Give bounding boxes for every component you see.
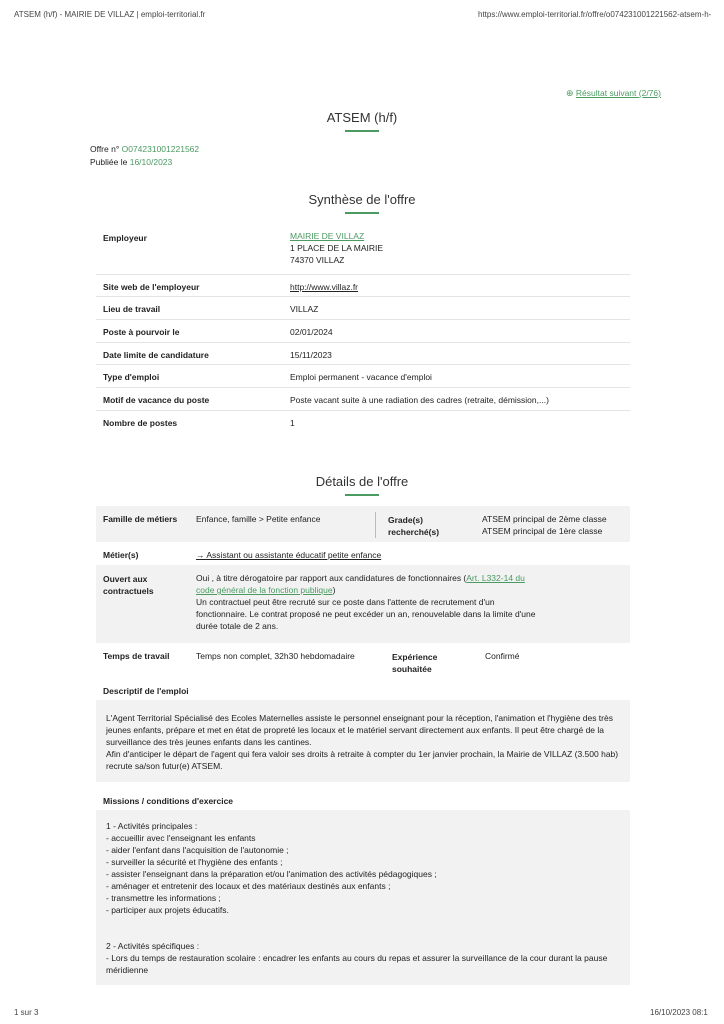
divider: [96, 319, 630, 320]
list-item: méridienne: [106, 965, 149, 975]
vacancy-reason-label: Motif de vacance du poste: [103, 395, 210, 405]
offer-number-line: [90, 144, 199, 154]
published-label: Publiée le: [90, 157, 128, 167]
ouvert-value: [196, 572, 556, 632]
ouvert-text: Oui , à titre dérogatoire par rapport aux candidatures de fonctionnaires (: [196, 573, 467, 583]
divider: [96, 364, 630, 365]
divider: [96, 342, 630, 343]
experience-label-line1: Expérience: [392, 652, 438, 662]
divider: [96, 387, 630, 388]
arrow-circle-icon: ⊕: [566, 88, 574, 98]
famille-value: Enfance, famille > Petite enfance: [196, 514, 321, 524]
divider: [96, 296, 630, 297]
ouvert-close: ): [332, 585, 336, 595]
grade-2: ATSEM principal de 1ère classe: [482, 526, 603, 536]
missions-label: Missions / conditions d'exercice: [103, 796, 234, 806]
divider: [96, 410, 630, 411]
ouvert-label: [103, 573, 154, 597]
grades-label-line2: recherché(s): [388, 527, 440, 537]
list-item: - participer aux projets éducatifs.: [106, 905, 229, 915]
employer-address1: 1 PLACE DE LA MAIRIE: [290, 243, 384, 253]
website-link[interactable]: http://www.villaz.fr: [290, 282, 359, 292]
list-item: - Lors du temps de restauration scolaire : encadrer les enfants au cours du repas et assurer la surveillance de la cour durant la pause: [106, 953, 608, 963]
page-title: ATSEM (h/f): [326, 110, 398, 125]
activites-specifiques-title: 2 - Activités spécifiques :: [106, 941, 200, 951]
details-heading: Détails de l'offre: [315, 474, 409, 489]
list-item: - assister l'enseignant dans la préparation et/ou l'animation des activités pédagogiques ;: [106, 869, 437, 879]
positions-value: 1: [290, 418, 295, 428]
grades-label: [388, 514, 439, 538]
metier-link[interactable]: → Assistant ou assistante éducatif petite enfance: [196, 550, 382, 560]
title-underline: [345, 130, 379, 132]
list-item: - aider l'enfant dans l'acquisition de l'autonomie ;: [106, 845, 289, 855]
list-item: - transmettre les informations ;: [106, 893, 221, 903]
vertical-separator: [375, 512, 376, 538]
vacancy-reason-value: Poste vacant suite à une radiation des cadres (retraite, démission,...): [290, 395, 549, 405]
experience-label-line2: souhaitée: [392, 664, 432, 674]
website-label: Site web de l'employeur: [103, 282, 200, 292]
descriptif-label: Descriptif de l'emploi: [103, 686, 189, 696]
experience-value: Confirmé: [485, 651, 520, 661]
descriptif-line: Afin d'anticiper le départ de l'agent qui fera valoir ses droits à retraite à compter du 1er janvier prochain, la Mairie de VILLAZ (3.500 hab): [106, 749, 619, 759]
descriptif-line: L'Agent Territorial Spécialisé des Ecoles Maternelles assiste le personnel enseignant pour la réception, l'animation et l'hygiène des très: [106, 713, 613, 723]
job-type-value: Emploi permanent - vacance d'emploi: [290, 372, 432, 382]
deadline-label: Date limite de candidature: [103, 350, 209, 360]
descriptif-line: recrute sa/son futur(e) ATSEM.: [106, 761, 223, 771]
employer-name-link[interactable]: MAIRIE DE VILLAZ: [290, 231, 365, 241]
activites-specifiques: [106, 940, 628, 976]
offer-number-label: Offre n°: [90, 144, 120, 154]
ouvert-label-line2: contractuels: [103, 586, 154, 596]
offer-number: O074231001221562: [121, 144, 200, 154]
print-datetime: 16/10/2023 08:1: [650, 1008, 708, 1017]
grade-1: ATSEM principal de 2ème classe: [482, 514, 607, 524]
list-item: - accueillir avec l'enseignant les enfants: [106, 833, 256, 843]
divider: [96, 274, 630, 275]
start-date-value: 02/01/2024: [290, 327, 333, 337]
ouvert-line2: [196, 584, 556, 596]
employer-label: Employeur: [103, 233, 147, 243]
descriptif-line: jeunes enfants, prépare et met en état de propreté les locaux et le matériel servant directement aux enfants. Il peut être chargé de la: [106, 725, 605, 735]
grades-label-line1: Grade(s): [388, 515, 423, 525]
print-tab-title: ATSEM (h/f) - MAIRIE DE VILLAZ | emploi-territorial.fr: [14, 10, 206, 19]
ouvert-line5: durée totale de 2 ans.: [196, 621, 279, 631]
details-underline: [345, 494, 379, 496]
famille-label: Famille de métiers: [103, 514, 178, 524]
job-type-label: Type d'emploi: [103, 372, 160, 382]
synthese-heading: Synthèse de l'offre: [308, 192, 416, 207]
activites-principales-title: 1 - Activités principales :: [106, 821, 198, 831]
temps-value: Temps non complet, 32h30 hebdomadaire: [196, 651, 355, 661]
published-line: [90, 157, 172, 167]
code-link[interactable]: code général de la fonction publique: [196, 585, 333, 595]
ouvert-line4: fonctionnaire. Le contrat proposé ne peut excéder un an, renouvelable dans la limite d'une: [196, 609, 536, 619]
start-date-label: Poste à pourvoir le: [103, 327, 180, 337]
metier-label: Métier(s): [103, 550, 139, 560]
employer-block: [290, 230, 383, 266]
employer-address2: 74370 VILLAZ: [290, 255, 345, 265]
print-url: https://www.emploi-territorial.fr/offre/o074231001221562-atsem-h-: [478, 10, 712, 19]
ouvert-label-line1: Ouvert aux: [103, 574, 148, 584]
next-result-link[interactable]: [566, 88, 661, 99]
synthese-underline: [345, 212, 379, 214]
ouvert-line1: [196, 572, 556, 584]
next-result-label: Résultat suivant (2/76): [575, 88, 661, 98]
published-date: 16/10/2023: [129, 157, 173, 167]
temps-label: Temps de travail: [103, 651, 170, 661]
article-link[interactable]: Art. L332-14 du: [466, 573, 525, 583]
list-item: - aménager et entretenir des locaux et des matériaux destinés aux enfants ;: [106, 881, 391, 891]
workplace-label: Lieu de travail: [103, 304, 161, 314]
positions-label: Nombre de postes: [103, 418, 178, 428]
descriptif-text: [106, 712, 628, 772]
activites-principales: [106, 820, 628, 916]
ouvert-line3: Un contractuel peut être recruté sur ce poste dans l'attente de recrutement d'un: [196, 597, 495, 607]
workplace-value: VILLAZ: [290, 304, 319, 314]
print-page-count: 1 sur 3: [14, 1008, 39, 1017]
grades-values: [482, 513, 607, 537]
descriptif-line: surveillance des très jeunes enfants dans les cantines.: [106, 737, 312, 747]
list-item: - surveiller la sécurité et l'hygiène des enfants ;: [106, 857, 283, 867]
deadline-value: 15/11/2023: [290, 350, 332, 360]
experience-label: [392, 651, 437, 675]
